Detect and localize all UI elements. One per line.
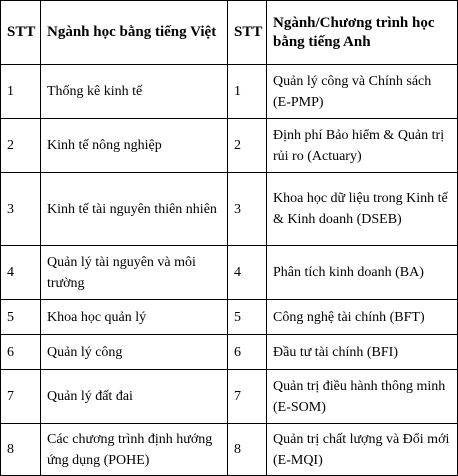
header-program-english: Ngành/Chương trình học bằng tiếng Anh (267, 1, 458, 65)
cell-stt-vn: 5 (1, 300, 41, 335)
cell-program-vietnamese: Các chương trình định hướng ứng dụng (POHE) (41, 424, 228, 476)
cell-stt-en: 7 (228, 370, 267, 424)
cell-program-english: Quản trị điều hành thông minh (E-SOM) (267, 370, 458, 424)
cell-program-vietnamese: Quản lý tài nguyên và môi trường (41, 246, 228, 300)
cell-program-english: Khoa học dữ liệu trong Kinh tế & Kinh doanh (DSEB) (267, 173, 458, 246)
cell-stt-en: 2 (228, 119, 267, 173)
cell-program-english: Quản trị chất lượng và Đổi mới (E-MQI) (267, 424, 458, 476)
table-row (1, 65, 458, 119)
cell-program-vietnamese: Quản lý công (41, 335, 228, 370)
cell-stt-vn: 2 (1, 119, 41, 173)
cell-program-vietnamese: Quản lý đất đai (41, 370, 228, 424)
header-program-vietnamese: Ngành học bằng tiếng Việt (41, 1, 228, 65)
cell-program-english: Công nghệ tài chính (BFT) (267, 300, 458, 335)
table-row (1, 424, 458, 476)
table-row (1, 370, 458, 424)
table-row (1, 173, 458, 246)
cell-stt-en: 4 (228, 246, 267, 300)
cell-stt-vn: 4 (1, 246, 41, 300)
cell-stt-en: 1 (228, 65, 267, 119)
cell-stt-vn: 3 (1, 173, 41, 246)
cell-stt-en: 6 (228, 335, 267, 370)
cell-stt-vn: 7 (1, 370, 41, 424)
table-row (1, 119, 458, 173)
table-row (1, 246, 458, 300)
cell-stt-vn: 1 (1, 65, 41, 119)
table-header-row (1, 1, 458, 65)
table-row (1, 300, 458, 335)
cell-program-vietnamese: Kinh tế tài nguyên thiên nhiên (41, 173, 228, 246)
header-stt-en: STT (228, 1, 267, 65)
cell-program-english: Định phí Bảo hiểm & Quản trị rủi ro (Actuary) (267, 119, 458, 173)
cell-stt-vn: 8 (1, 424, 41, 476)
table-row (1, 335, 458, 370)
cell-program-english: Phân tích kinh doanh (BA) (267, 246, 458, 300)
header-stt-vn: STT (1, 1, 41, 65)
cell-program-vietnamese: Khoa học quản lý (41, 300, 228, 335)
cell-stt-en: 5 (228, 300, 267, 335)
cell-stt-en: 8 (228, 424, 267, 476)
cell-program-vietnamese: Thống kê kinh tế (41, 65, 228, 119)
cell-stt-vn: 6 (1, 335, 41, 370)
cell-program-english: Quản lý công và Chính sách (E-PMP) (267, 65, 458, 119)
cell-program-english: Đầu tư tài chính (BFI) (267, 335, 458, 370)
cell-program-vietnamese: Kinh tế nông nghiệp (41, 119, 228, 173)
cell-stt-en: 3 (228, 173, 267, 246)
